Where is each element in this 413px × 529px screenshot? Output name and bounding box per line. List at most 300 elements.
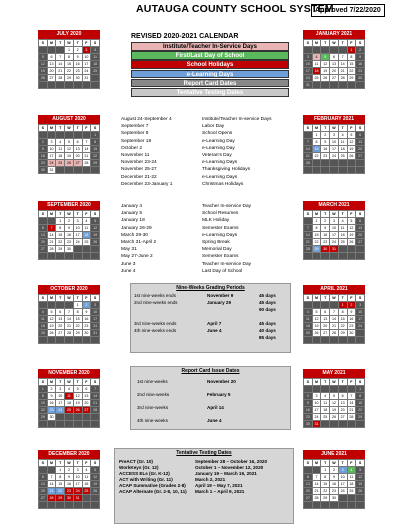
day-cell: 6	[82, 386, 91, 393]
empty-day-cell	[82, 132, 91, 139]
day-cell: 23	[82, 323, 91, 330]
grading-row-days: 90 days	[259, 307, 276, 312]
empty-day-cell	[304, 302, 313, 309]
day-cell: 1	[338, 302, 347, 309]
day-cell: 14	[312, 481, 321, 488]
day-cell: 16	[39, 153, 48, 160]
day-cell: 16	[356, 61, 365, 68]
empty-day-cell	[82, 246, 91, 253]
day-cell: 18	[338, 232, 347, 239]
month-header: JUNE 2021	[303, 450, 365, 459]
day-cell: 4	[82, 467, 91, 474]
grading-row-date: November 9	[207, 293, 234, 298]
day-cell: 29	[65, 75, 74, 82]
testing-dates-title: Tentative Testing Dates	[176, 450, 232, 456]
empty-day-cell	[330, 47, 339, 54]
day-cell: 30	[47, 414, 56, 421]
day-cell: 26	[356, 488, 365, 495]
day-cell: 26	[65, 160, 74, 167]
empty-day-cell	[312, 47, 321, 54]
weekday-label: M	[312, 460, 321, 467]
day-cell: 27	[356, 153, 365, 160]
weekday-label: T	[338, 125, 347, 132]
day-cell: 29	[321, 495, 330, 502]
weekday-label: S	[39, 125, 48, 132]
weekday-label: T	[56, 295, 65, 302]
day-cell: 7	[91, 386, 100, 393]
day-cell: 25	[82, 239, 91, 246]
weekday-label: T	[56, 211, 65, 218]
day-cell: 6	[330, 54, 339, 61]
report-card-row-label: 1st nine-weeks	[137, 379, 168, 384]
day-cell: 10	[73, 474, 82, 481]
day-cell: 15	[39, 400, 48, 407]
events-spring-dates: January 4 January 5 January 18 January 26-29 March 29-30 March 31-April 2 May 31 May 27-June 2 June 3 June 4	[121, 204, 157, 274]
day-cell: 5	[347, 218, 356, 225]
day-cell: 27	[338, 414, 347, 421]
weekday-label: M	[47, 295, 56, 302]
day-cell: 24	[330, 153, 339, 160]
weekday-label: T	[338, 40, 347, 47]
day-cell: 5	[347, 132, 356, 139]
day-cell: 15	[56, 232, 65, 239]
empty-day-cell	[304, 337, 313, 344]
grading-periods-box	[130, 283, 291, 353]
day-cell: 11	[91, 54, 100, 61]
empty-day-cell	[330, 253, 339, 260]
empty-day-cell	[91, 502, 100, 509]
day-cell: 10	[82, 54, 91, 61]
month-header: SEPTEMBER 2020	[38, 201, 100, 210]
day-cell: 9	[39, 146, 48, 153]
empty-day-cell	[304, 218, 313, 225]
day-cell: 18	[65, 400, 74, 407]
day-cell: 2	[321, 218, 330, 225]
report-card-row-date: February 5	[207, 392, 231, 397]
day-cell: 20	[39, 488, 48, 495]
empty-day-cell	[356, 167, 365, 174]
empty-day-cell	[347, 253, 356, 260]
empty-day-cell	[312, 82, 321, 89]
day-cell: 24	[56, 407, 65, 414]
empty-day-cell	[65, 253, 74, 260]
weekday-label: W	[330, 295, 339, 302]
empty-day-cell	[312, 253, 321, 260]
empty-day-cell	[304, 253, 313, 260]
weekday-label: T	[73, 295, 82, 302]
weekday-label: T	[321, 125, 330, 132]
day-cell: 12	[347, 139, 356, 146]
day-cell: 3	[312, 393, 321, 400]
day-cell: 22	[73, 323, 82, 330]
report-card-box	[130, 366, 291, 430]
day-cell: 17	[56, 400, 65, 407]
day-cell: 30	[347, 330, 356, 337]
day-cell: 21	[65, 323, 74, 330]
empty-day-cell	[39, 421, 48, 428]
day-cell: 21	[82, 153, 91, 160]
empty-day-cell	[356, 253, 365, 260]
day-cell: 15	[312, 232, 321, 239]
day-cell: 12	[356, 474, 365, 481]
day-cell: 19	[312, 323, 321, 330]
weekday-label: S	[356, 40, 365, 47]
day-cell: 30	[356, 75, 365, 82]
calendar-august-2020	[38, 115, 100, 174]
empty-day-cell	[338, 495, 347, 502]
empty-day-cell	[347, 495, 356, 502]
month-header: NOVEMBER 2020	[38, 369, 100, 378]
weekday-label: F	[82, 460, 91, 467]
grading-row-label: 3rd nine-weeks ends	[134, 321, 177, 326]
day-cell: 25	[56, 160, 65, 167]
grading-row-date: January 29	[207, 300, 232, 305]
day-cell: 7	[338, 54, 347, 61]
day-cell: 8	[56, 474, 65, 481]
empty-day-cell	[82, 502, 91, 509]
empty-day-cell	[65, 502, 74, 509]
empty-day-cell	[56, 47, 65, 54]
day-cell: 19	[91, 481, 100, 488]
weekday-label: T	[338, 379, 347, 386]
empty-day-cell	[73, 421, 82, 428]
testing-row-date: March 1 – April 9, 2021	[195, 489, 245, 494]
day-cell: 18	[347, 481, 356, 488]
day-cell: 24	[47, 160, 56, 167]
day-cell: 16	[321, 146, 330, 153]
day-cell: 2	[39, 139, 48, 146]
day-cell: 19	[347, 232, 356, 239]
weekday-label: F	[82, 295, 91, 302]
legend-item-inservice: Institute/Teacher In-Service Days	[131, 42, 289, 51]
empty-day-cell	[47, 253, 56, 260]
report-card-row-date: June 4	[207, 418, 222, 423]
day-cell: 17	[330, 146, 339, 153]
empty-day-cell	[338, 386, 347, 393]
day-cell: 15	[338, 316, 347, 323]
day-cell: 23	[321, 153, 330, 160]
day-cell: 29	[73, 330, 82, 337]
day-cell: 23	[65, 488, 74, 495]
day-cell: 27	[304, 495, 313, 502]
weekday-label: S	[304, 125, 313, 132]
day-cell: 15	[56, 481, 65, 488]
day-cell: 13	[82, 393, 91, 400]
day-cell: 1	[56, 467, 65, 474]
day-cell: 9	[321, 225, 330, 232]
day-cell: 12	[47, 316, 56, 323]
testing-row-label: WorkKeys (Gr. 12)	[119, 465, 159, 470]
day-cell: 25	[65, 407, 74, 414]
month-header: JULY 2020	[38, 30, 100, 39]
day-cell: 24	[304, 75, 313, 82]
month-header: OCTOBER 2020	[38, 285, 100, 294]
day-cell: 9	[321, 139, 330, 146]
day-cell: 29	[56, 246, 65, 253]
weekday-label: S	[91, 211, 100, 218]
weekday-label: M	[47, 40, 56, 47]
weekday-label: W	[65, 295, 74, 302]
empty-day-cell	[347, 337, 356, 344]
day-cell: 18	[82, 481, 91, 488]
day-cell: 30	[82, 330, 91, 337]
day-cell: 3	[82, 47, 91, 54]
empty-day-cell	[73, 502, 82, 509]
day-cell: 31	[73, 495, 82, 502]
empty-day-cell	[330, 82, 339, 89]
grading-row-days: 40 days	[259, 328, 276, 333]
calendar-september-2020	[38, 201, 100, 260]
empty-day-cell	[91, 414, 100, 421]
day-cell: 12	[65, 146, 74, 153]
report-card-row-date: November 20	[207, 379, 236, 384]
weekday-label: F	[82, 379, 91, 386]
day-cell: 19	[321, 68, 330, 75]
day-cell: 6	[356, 218, 365, 225]
day-cell: 10	[304, 61, 313, 68]
day-cell: 4	[304, 309, 313, 316]
empty-day-cell	[312, 337, 321, 344]
empty-day-cell	[321, 421, 330, 428]
testing-row-label: ACAP Summative (Grades 2-8)	[119, 483, 186, 488]
day-cell: 23	[47, 407, 56, 414]
day-cell: 28	[330, 330, 339, 337]
day-cell: 11	[56, 146, 65, 153]
weekday-label: T	[56, 460, 65, 467]
day-cell: 10	[312, 400, 321, 407]
day-cell: 30	[304, 421, 313, 428]
day-cell: 22	[56, 488, 65, 495]
day-cell: 12	[312, 316, 321, 323]
empty-day-cell	[356, 82, 365, 89]
day-cell: 2	[304, 393, 313, 400]
day-cell: 9	[47, 393, 56, 400]
day-cell: 5	[65, 139, 74, 146]
grading-row-days: 45 days	[259, 321, 276, 326]
grading-row-days: 85 days	[259, 335, 276, 340]
legend	[131, 42, 289, 97]
day-cell: 1	[312, 132, 321, 139]
empty-day-cell	[39, 82, 48, 89]
day-cell: 20	[82, 400, 91, 407]
day-cell: 24	[73, 239, 82, 246]
day-cell: 1	[321, 467, 330, 474]
day-cell: 19	[356, 481, 365, 488]
weekday-label: M	[47, 460, 56, 467]
day-cell: 2	[356, 47, 365, 54]
empty-day-cell	[82, 253, 91, 260]
weekday-label: S	[39, 295, 48, 302]
empty-day-cell	[91, 246, 100, 253]
day-cell: 8	[73, 309, 82, 316]
day-cell: 21	[91, 400, 100, 407]
day-cell: 9	[65, 225, 74, 232]
testing-row-label: ACAP Alternate (Gr. 2-8, 10, 11)	[119, 489, 187, 494]
day-cell: 27	[73, 160, 82, 167]
day-cell: 2	[47, 386, 56, 393]
day-cell: 6	[73, 139, 82, 146]
empty-day-cell	[321, 337, 330, 344]
weekday-label: S	[91, 125, 100, 132]
weekday-label: W	[65, 460, 74, 467]
empty-day-cell	[47, 82, 56, 89]
day-cell: 15	[321, 481, 330, 488]
weekday-label: W	[330, 460, 339, 467]
day-cell: 8	[321, 474, 330, 481]
report-card-row-date: April 14	[207, 405, 224, 410]
empty-day-cell	[65, 132, 74, 139]
calendar-may-2021	[303, 369, 365, 428]
day-cell: 1	[56, 218, 65, 225]
day-cell: 14	[82, 146, 91, 153]
day-cell: 21	[56, 68, 65, 75]
calendar-november-2020	[38, 369, 100, 428]
empty-day-cell	[82, 337, 91, 344]
day-cell: 5	[39, 54, 48, 61]
month-header: DECEMBER 2020	[38, 450, 100, 459]
empty-day-cell	[321, 502, 330, 509]
weekday-label: W	[65, 379, 74, 386]
day-cell: 10	[330, 225, 339, 232]
testing-dates-box	[114, 448, 294, 524]
day-cell: 14	[304, 232, 313, 239]
day-cell: 25	[321, 414, 330, 421]
weekday-label: T	[338, 211, 347, 218]
day-cell: 13	[39, 232, 48, 239]
day-cell: 9	[330, 474, 339, 481]
day-cell: 26	[347, 239, 356, 246]
day-cell: 4	[91, 47, 100, 54]
day-cell: 14	[65, 316, 74, 323]
day-cell: 2	[347, 302, 356, 309]
day-cell: 2	[82, 302, 91, 309]
day-cell: 28	[91, 407, 100, 414]
day-cell: 10	[330, 139, 339, 146]
day-cell: 23	[304, 414, 313, 421]
empty-day-cell	[356, 495, 365, 502]
grading-row-label: 4th nine-weeks ends	[134, 328, 177, 333]
weekday-label: S	[304, 295, 313, 302]
empty-day-cell	[65, 337, 74, 344]
month-header: FEBRUARY 2021	[303, 115, 365, 124]
day-cell: 18	[91, 61, 100, 68]
events-spring-descriptions: Teacher In-service Day School Resumes MLK Holiday Semester Exams e-Learning Days Spring Break Memorial Day Semester Exams Teacher In-service Day Last Day of School	[202, 204, 252, 274]
empty-day-cell	[39, 337, 48, 344]
empty-day-cell	[65, 302, 74, 309]
events-fall-descriptions: Institute/Teacher In-service Days Labor Day School Opens e-Learning Day e-Learning Day Veteran's Day e-Learning Days Thanksgiving Holidays e-Learning Days Christmas Holidays	[202, 117, 272, 187]
empty-day-cell	[39, 132, 48, 139]
weekday-label: T	[321, 460, 330, 467]
day-cell: 6	[321, 309, 330, 316]
weekday-label: S	[91, 40, 100, 47]
empty-day-cell	[91, 421, 100, 428]
day-cell: 21	[338, 68, 347, 75]
empty-day-cell	[73, 167, 82, 174]
day-cell: 22	[39, 407, 48, 414]
day-cell: 3	[91, 302, 100, 309]
day-cell: 26	[91, 488, 100, 495]
legend-item-elearning: e-Learning Days	[131, 70, 289, 79]
day-cell: 7	[47, 225, 56, 232]
day-cell: 27	[56, 330, 65, 337]
testing-row-date: October 1 – November 12, 2020	[195, 465, 264, 470]
day-cell: 5	[73, 386, 82, 393]
day-cell: 16	[82, 316, 91, 323]
day-cell: 10	[338, 474, 347, 481]
day-cell: 1	[91, 132, 100, 139]
day-cell: 28	[56, 75, 65, 82]
testing-row-label: ACT with Writing (Gr. 11)	[119, 477, 173, 482]
day-cell: 14	[91, 393, 100, 400]
weekday-label: S	[356, 460, 365, 467]
empty-day-cell	[356, 246, 365, 253]
day-cell: 10	[56, 393, 65, 400]
empty-day-cell	[338, 502, 347, 509]
day-cell: 5	[91, 467, 100, 474]
weekday-label: T	[321, 295, 330, 302]
empty-day-cell	[338, 160, 347, 167]
day-cell: 20	[356, 232, 365, 239]
day-cell: 17	[73, 481, 82, 488]
day-cell: 21	[312, 488, 321, 495]
testing-row-label: ACCESS ELs (Gr. K-12)	[119, 471, 170, 476]
empty-day-cell	[330, 502, 339, 509]
empty-day-cell	[356, 337, 365, 344]
weekday-label: F	[347, 295, 356, 302]
empty-day-cell	[56, 414, 65, 421]
weekday-label: T	[73, 211, 82, 218]
day-cell: 25	[338, 153, 347, 160]
day-cell: 22	[312, 153, 321, 160]
day-cell: 20	[73, 153, 82, 160]
day-cell: 16	[47, 400, 56, 407]
day-cell: 15	[347, 61, 356, 68]
empty-day-cell	[39, 253, 48, 260]
day-cell: 7	[56, 54, 65, 61]
day-cell: 27	[330, 75, 339, 82]
day-cell: 4	[321, 393, 330, 400]
day-cell: 17	[304, 68, 313, 75]
day-cell: 20	[338, 407, 347, 414]
day-cell: 13	[39, 481, 48, 488]
weekday-label: T	[73, 125, 82, 132]
day-cell: 16	[73, 61, 82, 68]
grading-row-label: 2nd nine-weeks ends	[134, 300, 178, 305]
day-cell: 26	[347, 153, 356, 160]
day-cell: 20	[56, 323, 65, 330]
weekday-label: F	[82, 125, 91, 132]
calendar-march-2021	[303, 201, 365, 260]
weekday-label: T	[56, 379, 65, 386]
day-cell: 3	[356, 302, 365, 309]
weekday-label: F	[347, 40, 356, 47]
day-cell: 17	[82, 61, 91, 68]
day-cell: 28	[304, 246, 313, 253]
day-cell: 29	[39, 414, 48, 421]
day-cell: 14	[304, 146, 313, 153]
empty-day-cell	[321, 82, 330, 89]
empty-day-cell	[356, 502, 365, 509]
empty-day-cell	[91, 82, 100, 89]
empty-day-cell	[91, 253, 100, 260]
day-cell: 2	[73, 47, 82, 54]
day-cell: 6	[56, 309, 65, 316]
page-header-title: AUTAUGA COUNTY SCHOOL SYSTEM	[136, 3, 334, 15]
day-cell: 23	[39, 160, 48, 167]
day-cell: 31	[304, 82, 313, 89]
report-card-row-label: 3rd nine-weeks	[137, 405, 169, 410]
empty-day-cell	[338, 47, 347, 54]
